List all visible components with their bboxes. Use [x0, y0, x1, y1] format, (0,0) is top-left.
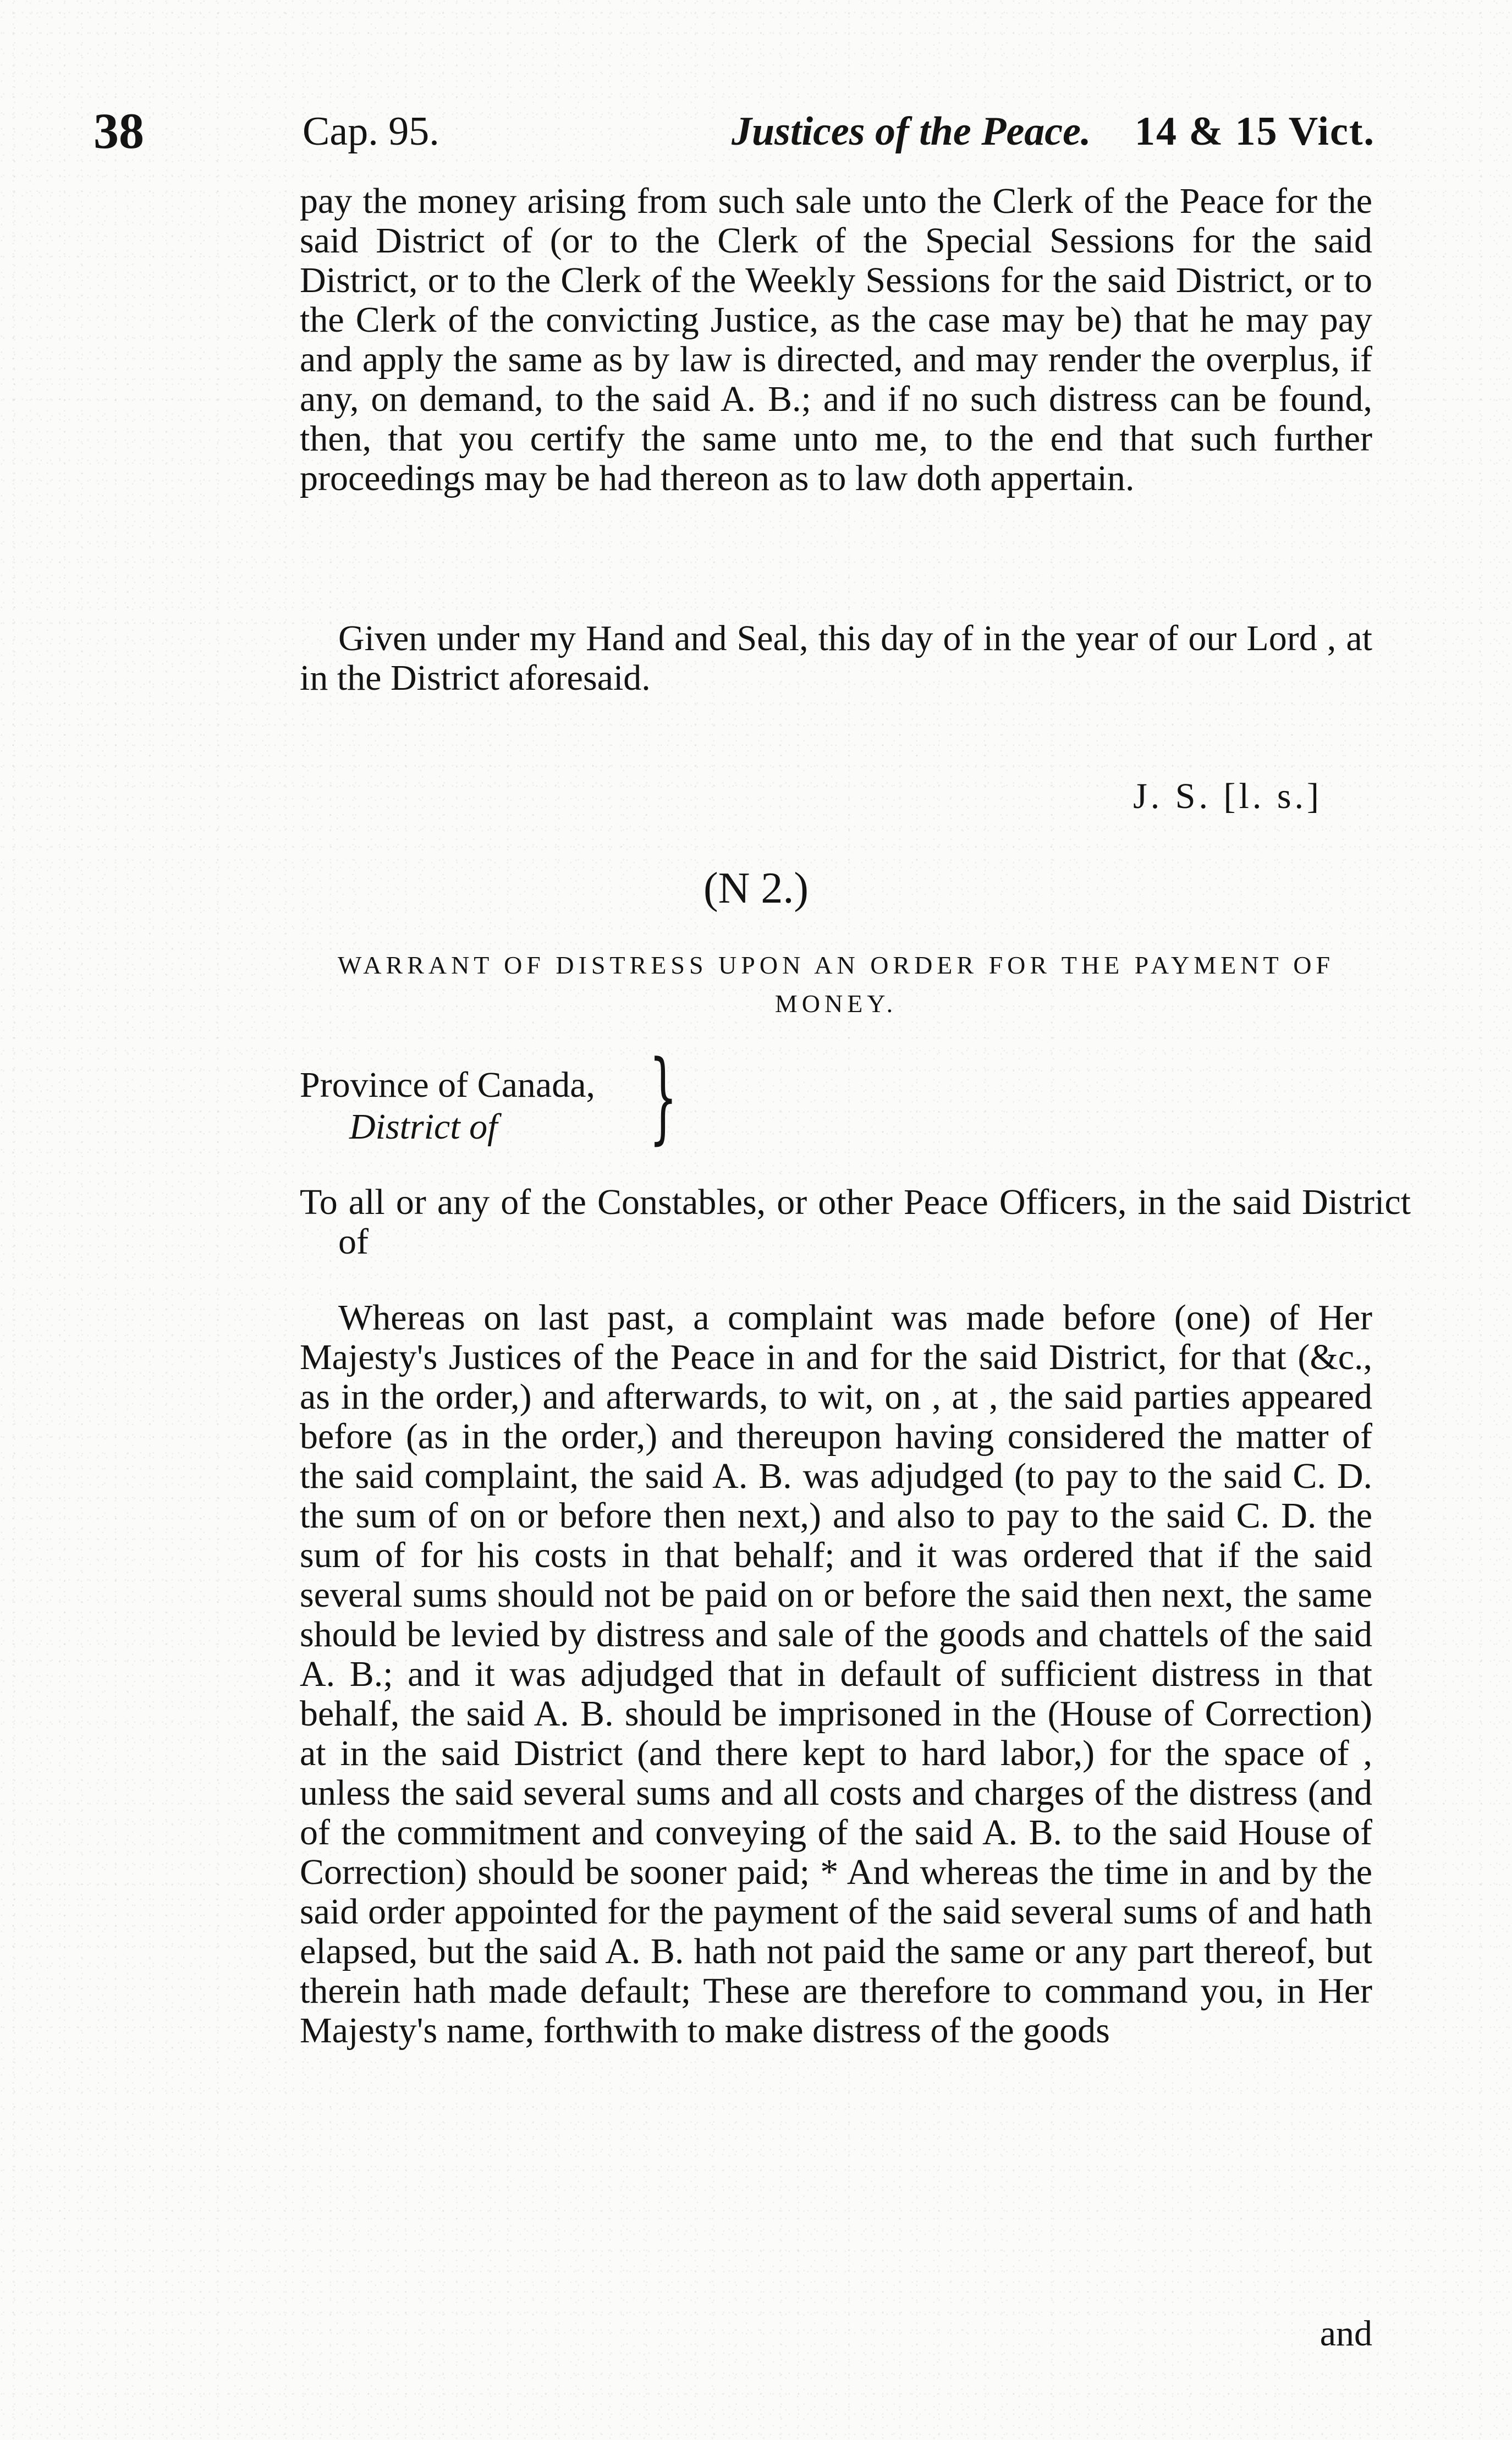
venue-province: Province of Canada, [300, 1065, 595, 1105]
paragraph-warrant-continuation: pay the money arising from such sale unto the Clerk of the Peace for the said District of (or to the Clerk of the Special Sessions for the said District, or to the Clerk of the Weekly Sessions for the said District, or to the Clerk of the convicting Justice, as the case may be) that he may pay and apply the same as by law is directed, and may render the overplus, if any, on demand, to the said A. B.; and if no such distress can be found, then, that you certify the same unto me, to the end that such further proceedings may be had thereon as to law doth appertain. [300, 181, 1372, 498]
catchword: and [1319, 2313, 1372, 2354]
paragraph-whereas: Whereas on last past, a complaint was made before (one) of Her Majesty's Justices of the Peace in and for the said District, for that (&c., as in the order,) and afterwards, to wit, on , at , the said parties appeared before (as in the order,) and thereupon having considered the matter of the said complaint, the said A. B. was adjudged (to pay to the said C. D. the sum of on or before then next,) and also to pay to the said C. D. the sum of for his costs in that behalf; and it was ordered that if the said several sums should not be paid on or before the said then next, the same should be levied by distress and sale of the goods and chattels of the said A. B.; and it was adjudged that in default of sufficient distress in that behalf, the said A. B. should be imprisoned in the (House of Correction) at in the said District (and there kept to hard labor,) for the space of , unless the said several sums and all costs and charges of the distress (and of the commitment and conveying of the said A. B. to the said House of Correction) should be sooner paid; * And whereas the time in and by the said order appointed for the payment of the said several sums of and hath elapsed, but the said A. B. hath not paid the same or any part thereof, but therein hath made default; These are therefore to command you, in Her Majesty's name, forthwith to make distress of the goods [300, 1298, 1372, 2051]
brace-glyph: } [649, 1040, 678, 1155]
form-label: (N 2.) [703, 864, 809, 913]
running-title: Justices of the Peace. [732, 109, 1091, 154]
chapter-reference: Cap. 95. [303, 109, 439, 154]
paragraph-given-under-hand: Given under my Hand and Seal, this day of in the year of our Lord , at in the District aforesaid. [300, 618, 1372, 698]
regnal-year: 14 & 15 Vict. [1134, 109, 1375, 154]
venue-district: District of [349, 1107, 498, 1147]
signature: J. S. [l. s.] [1133, 776, 1322, 816]
venue-block [300, 1064, 595, 1148]
running-header [94, 102, 1375, 162]
page-number: 38 [94, 103, 144, 159]
address-line: To all or any of the Constables, or other Peace Officers, in the said District of [300, 1182, 1411, 1262]
form-title: WARRANT OF DISTRESS UPON AN ORDER FOR THE PAYMENT OF MONEY. [337, 951, 1335, 1018]
